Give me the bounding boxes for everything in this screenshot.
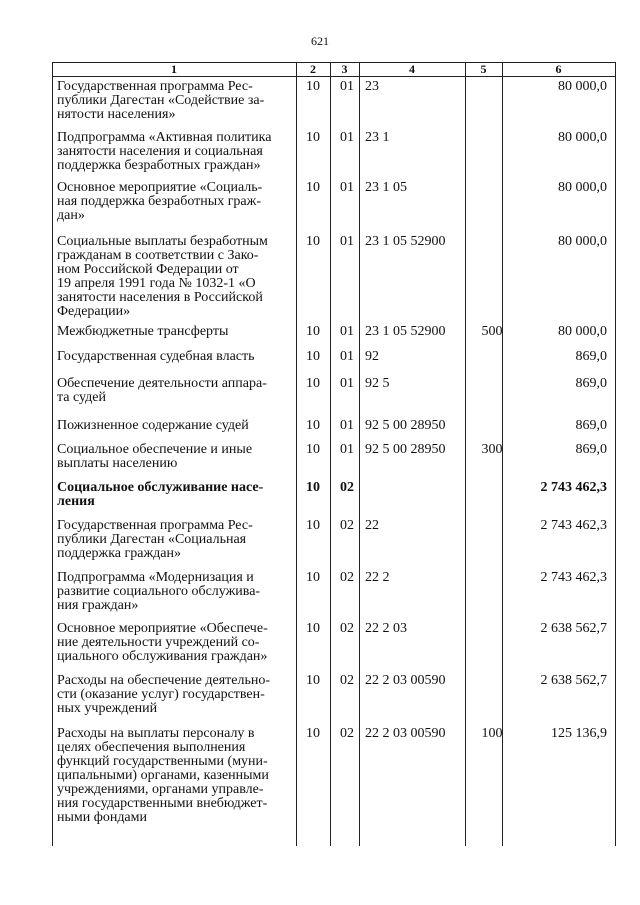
- row-target-code: 22 2: [365, 570, 390, 585]
- row-name: Социальные выплаты безработным гражданам в соответствии с Зако- ном Российской Федерации от 19 апреля 1991 года № 1032-1 «О занятости населения в Российской Федерации»: [57, 234, 268, 319]
- row-subsection: 02: [340, 621, 354, 636]
- row-subsection: 02: [340, 518, 354, 533]
- column-header: 5: [480, 62, 487, 76]
- row-amount: 80 000,0: [558, 234, 607, 249]
- row-section: 10: [306, 418, 320, 433]
- row-target-code: 92 5: [365, 376, 390, 391]
- row-target-code: 22: [365, 518, 379, 533]
- column-divider: [296, 62, 297, 846]
- column-divider: [330, 62, 331, 846]
- row-subsection: 01: [340, 130, 354, 145]
- column-header: 1: [171, 62, 177, 76]
- row-name: Подпрограмма «Модернизация и развитие социального обслужива- ния граждан»: [57, 570, 261, 613]
- row-section: 10: [306, 324, 320, 339]
- column-header: 4: [409, 62, 415, 76]
- row-subsection: 01: [340, 234, 354, 249]
- row-target-code: 92: [365, 349, 379, 364]
- row-section: 10: [306, 349, 320, 364]
- row-name: Обеспечение деятельности аппара- та судей: [57, 376, 267, 405]
- row-target-code: 23 1: [365, 130, 390, 145]
- table-left-border: [52, 62, 53, 846]
- row-section: 10: [306, 130, 320, 145]
- row-target-code: 23: [365, 79, 379, 94]
- row-section: 10: [306, 621, 320, 636]
- row-name: Основное мероприятие «Социаль- ная поддержка безработных граж- дан»: [57, 180, 263, 223]
- row-amount: 869,0: [575, 442, 607, 457]
- column-header: 2: [310, 62, 316, 76]
- row-target-code: 23 1 05 52900: [365, 234, 446, 249]
- row-name: Государственная программа Рес- публики Дагестан «Содействие за- нятости населения»: [57, 79, 265, 122]
- row-section: 10: [306, 180, 320, 195]
- row-amount: 869,0: [575, 376, 607, 391]
- row-subsection: 02: [340, 726, 354, 741]
- row-section: 10: [306, 518, 320, 533]
- row-amount: 869,0: [575, 349, 607, 364]
- row-subsection: 02: [340, 570, 354, 585]
- row-name: Государственная программа Рес- публики Дагестан «Социальная поддержка граждан»: [57, 518, 253, 561]
- row-amount: 2 743 462,3: [540, 518, 607, 533]
- row-section: 10: [306, 376, 320, 391]
- row-subsection: 01: [340, 376, 354, 391]
- row-subsection: 01: [340, 324, 354, 339]
- row-target-code: 92 5 00 28950: [365, 418, 446, 433]
- row-amount: 2 638 562,7: [540, 621, 607, 636]
- row-expense-type: 100: [481, 726, 503, 741]
- row-section: 10: [306, 442, 320, 457]
- row-subsection: 01: [340, 79, 354, 94]
- row-target-code: 92 5 00 28950: [365, 442, 446, 457]
- row-section: 10: [306, 234, 320, 249]
- row-amount: 80 000,0: [558, 130, 607, 145]
- row-target-code: 22 2 03 00590: [365, 673, 446, 688]
- row-subsection: 01: [340, 349, 354, 364]
- row-name: Пожизненное содержание судей: [57, 418, 249, 433]
- row-amount: 80 000,0: [558, 324, 607, 339]
- row-section: 10: [306, 480, 320, 495]
- row-name: Социальное обеспечение и иные выплаты населению: [57, 442, 253, 471]
- row-amount: 2 743 462,3: [540, 480, 607, 495]
- budget-table: [52, 62, 616, 846]
- row-subsection: 02: [340, 673, 354, 688]
- row-name: Государственная судебная власть: [57, 349, 255, 364]
- row-subsection: 01: [340, 418, 354, 433]
- row-section: 10: [306, 570, 320, 585]
- column-divider: [465, 62, 466, 846]
- table-right-border: [615, 62, 616, 846]
- row-target-code: 23 1 05: [365, 180, 407, 195]
- row-amount: 125 136,9: [551, 726, 607, 741]
- row-expense-type: 500: [481, 324, 503, 339]
- header-bottom-border: [52, 76, 616, 77]
- row-name: Социальное обслуживание насе- ления: [57, 480, 264, 509]
- row-subsection: 01: [340, 180, 354, 195]
- page-number: 621: [311, 34, 329, 48]
- column-header: 3: [341, 62, 348, 76]
- row-name: Основное мероприятие «Обеспече- ние деятельности учреждений со- циального обслуживания граждан»: [57, 621, 268, 664]
- row-subsection: 02: [340, 480, 354, 495]
- row-name: Подпрограмма «Активная политика занятости населения и социальная поддержка безработных граждан»: [57, 130, 272, 173]
- row-target-code: 22 2 03 00590: [365, 726, 446, 741]
- column-divider: [359, 62, 360, 846]
- row-section: 10: [306, 79, 320, 94]
- row-name: Расходы на обеспечение деятельно- сти (оказание услуг) государствен- ных учреждений: [57, 673, 270, 716]
- column-header: 6: [555, 62, 562, 76]
- row-target-code: 22 2 03: [365, 621, 407, 636]
- row-name: Межбюджетные трансферты: [57, 324, 229, 339]
- row-subsection: 01: [340, 442, 354, 457]
- row-target-code: 23 1 05 52900: [365, 324, 446, 339]
- row-amount: 2 743 462,3: [540, 570, 607, 585]
- row-section: 10: [306, 673, 320, 688]
- row-amount: 80 000,0: [558, 79, 607, 94]
- row-expense-type: 300: [481, 442, 503, 457]
- row-section: 10: [306, 726, 320, 741]
- row-amount: 80 000,0: [558, 180, 607, 195]
- row-name: Расходы на выплаты персоналу в целях обеспечения выполнения функций государственными (муни- ципальными) органами, казенными учреждениями, органами управле- ния государственными внебюджет- ными фондами: [57, 726, 269, 825]
- row-amount: 2 638 562,7: [540, 673, 607, 688]
- row-amount: 869,0: [575, 418, 607, 433]
